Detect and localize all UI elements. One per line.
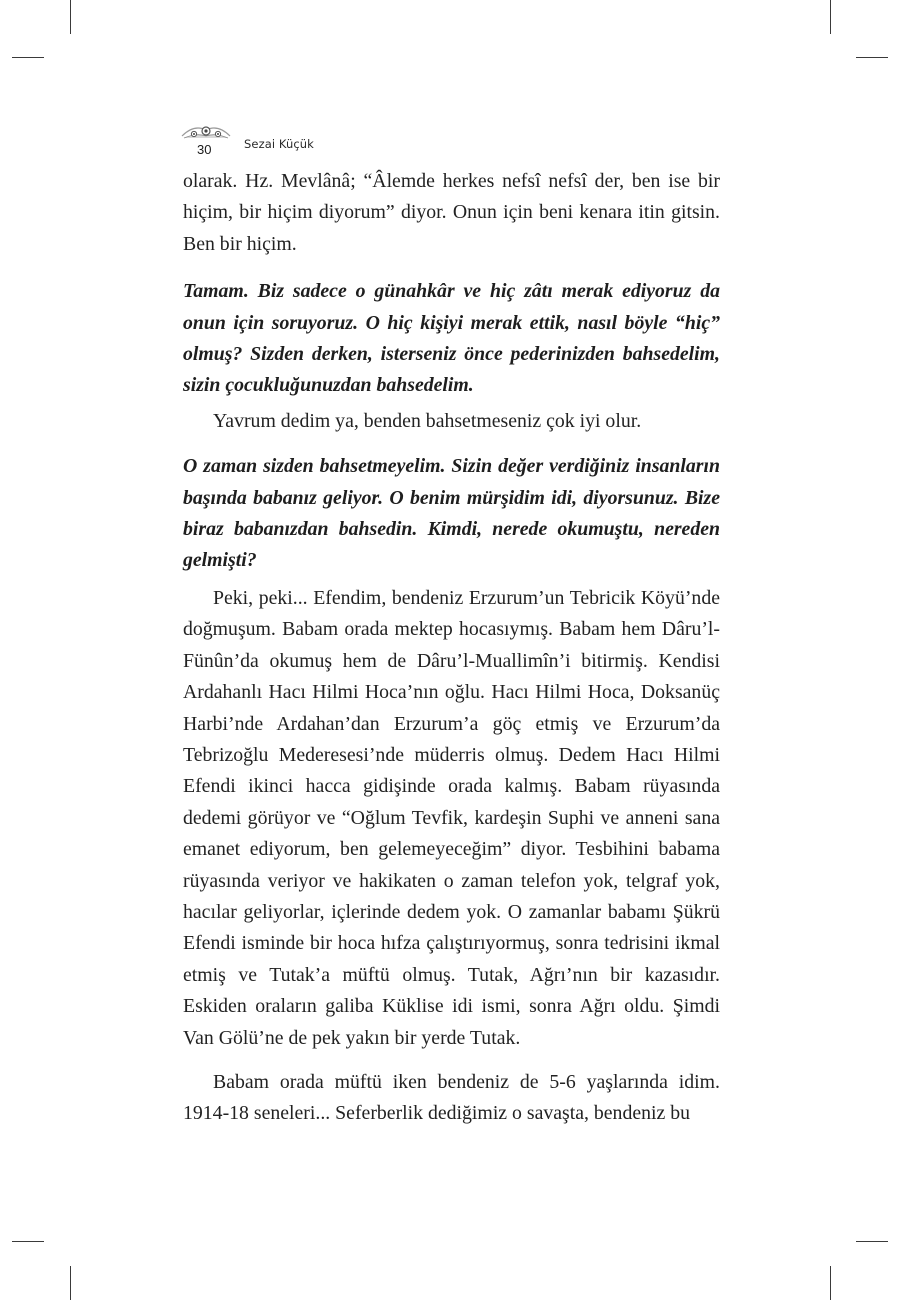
question-paragraph: Tamam. Biz sadece o günahkâr ve hiç zâtı merak ediyoruz da onun için soruyoruz. O hiç kişiyi merak ettik, nasıl böyle “hiç” olmuş? Sizden derken, isterseniz önce pederinizden bahsedelim, sizin çocukluğunuzdan bahsedelim.	[183, 280, 720, 397]
question-paragraph: O zaman sizden bahsetmeyelim. Sizin değer verdiğiniz insanların başında babanız geliyor. O benim mürşidim idi, diyorsunuz. Bize biraz babanızdan bahsedin. Kimdi, nerede okumuştu, nereden gelmişti?	[183, 455, 720, 572]
running-head: Sezai Küçük	[244, 137, 314, 151]
answer-paragraph: olarak. Hz. Mevlânâ; “Âlemde herkes nefsî nefsî der, ben ise bir hiçim, bir hiçim diyorum” diyor. Onun için beni kenara itin gitsin. Ben bir hiçim.	[183, 170, 720, 255]
page-number: 30	[197, 142, 212, 157]
page-body	[183, 166, 720, 1130]
crop-mark	[12, 57, 44, 58]
crop-mark	[12, 1241, 44, 1242]
floral-ornament-icon	[180, 122, 232, 144]
crop-mark	[830, 1266, 831, 1300]
answer-paragraph: Peki, peki... Efendim, bendeniz Erzurum’un Tebricik Köyü’nde doğmuşum. Babam orada mektep hocasıymış. Babam hem Dâru’l-Fünûn’da okumuş hem de Dâru’l-Muallimîn’i bitirmiş. Kendisi Ardahanlı Hacı Hilmi Hoca’nın oğlu. Hacı Hilmi Hoca, Doksanüç Harbi’nde Ardahan’dan Erzurum’a göç etmiş ve Erzurum’da Tebrizoğlu Mederesesi’nde müderris olmuş. Dedem Hacı Hilmi Efendi ikinci hacca gidişinde orada kalmış. Babam rüyasında dedemi görüyor ve “Oğlum Tevfik, kardeşin Suphi ve anneni sana emanet ediyorum, ben gelemeyeceğim” diyor. Tesbihini babama rüyasında veriyor ve hakikaten o zaman telefon yok, telgraf yok, hacılar geliyorlar, içlerinde dedem yok. O zamanlar babamı Şükrü Efendi isminde bir hoca hıfza çalıştırıyormuş, sonra tedrisini ikmal etmiş ve Tutak’a müftü olmuş. Tutak, Ağrı’nın bir kazasıdır. Eskiden oraların galiba Küklise idi ismi, sonra Ağrı oldu. Şimdi Van Gölü’ne de pek yakın bir yerde Tutak.	[183, 586, 720, 1049]
crop-mark	[830, 0, 831, 34]
answer-paragraph: Babam orada müftü iken bendeniz de 5-6 yaşlarında idim. 1914-18 seneleri... Seferberlik dediğimiz o savaşta, bendeniz bu	[183, 1070, 720, 1125]
crop-mark	[70, 0, 71, 34]
crop-mark	[70, 1266, 71, 1300]
crop-mark	[856, 1241, 888, 1242]
page-header	[180, 122, 380, 158]
answer-paragraph: Yavrum dedim ya, benden bahsetmeseniz çok iyi olur.	[213, 409, 642, 432]
crop-mark	[856, 57, 888, 58]
